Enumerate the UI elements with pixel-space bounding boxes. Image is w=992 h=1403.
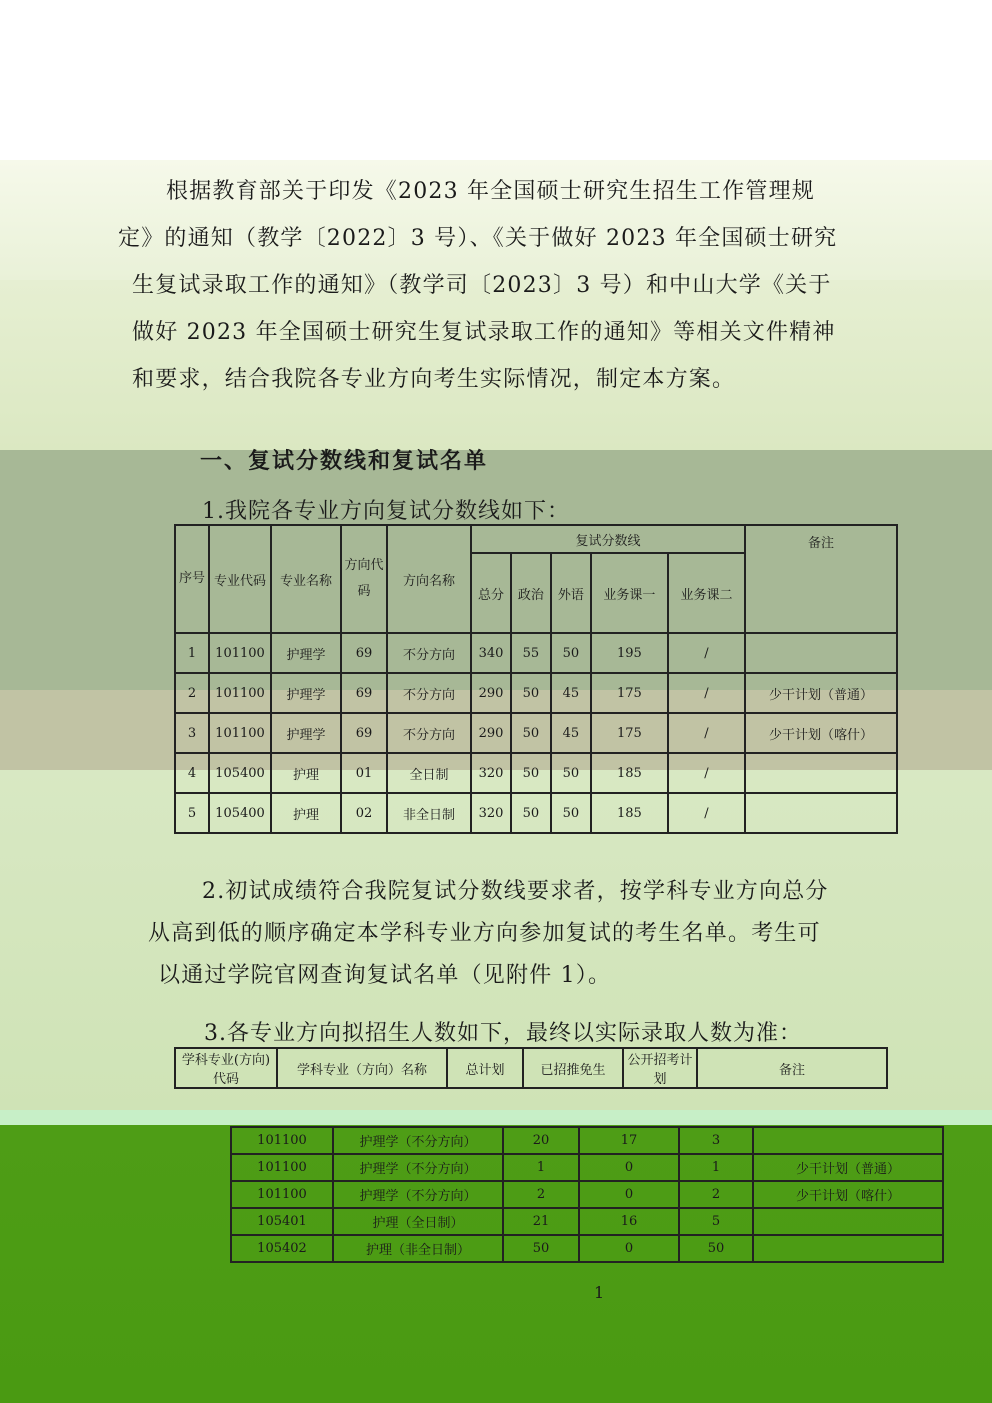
- cell: 护理学（不分方向）: [333, 1181, 503, 1208]
- cell: 50: [503, 1235, 579, 1262]
- item-3-text: 3.各专业方向拟招生人数如下，最终以实际录取人数为准：: [204, 1021, 802, 1046]
- cell: 195: [591, 633, 668, 673]
- cell: 105400: [209, 753, 271, 793]
- table-row: [231, 1208, 943, 1235]
- cell: 0: [579, 1235, 679, 1262]
- cell: 105402: [231, 1235, 333, 1262]
- header-dir-code: 方向代码: [341, 525, 387, 633]
- header-seq: 序号: [175, 525, 209, 633]
- cell: 101100: [209, 713, 271, 753]
- header-note: 备注: [697, 1048, 887, 1088]
- intro-line: 定》的通知（教学〔2022〕3 号）、《关于做好 2023 年全国硕士研究: [118, 226, 838, 251]
- cell: 4: [175, 753, 209, 793]
- cell: 护理学（不分方向）: [333, 1154, 503, 1181]
- cell: 1: [503, 1154, 579, 1181]
- cell: 101100: [231, 1127, 333, 1154]
- section-heading: 一、复试分数线和复试名单: [200, 448, 489, 474]
- item-2-paragraph: [148, 871, 829, 997]
- cell: 2: [679, 1181, 753, 1208]
- cell: 不分方向: [387, 673, 471, 713]
- table-row: [175, 753, 897, 793]
- cell: 5: [679, 1208, 753, 1235]
- cell: 101100: [209, 673, 271, 713]
- cell: 105401: [231, 1208, 333, 1235]
- intro-line: 和要求，结合我院各专业方向考生实际情况，制定本方案。: [132, 367, 736, 392]
- cell: 3: [175, 713, 209, 753]
- cell: [753, 1235, 943, 1262]
- cell: 105400: [209, 793, 271, 833]
- cell: 01: [341, 753, 387, 793]
- cell: 320: [471, 753, 511, 793]
- cell: 101100: [231, 1154, 333, 1181]
- cell: 50: [679, 1235, 753, 1262]
- cell: [745, 633, 897, 673]
- item-1-text: 1.我院各专业方向复试分数线如下：: [202, 499, 570, 524]
- enrollment-table: [230, 1126, 944, 1263]
- cell: [753, 1208, 943, 1235]
- item-2-line: 2.初试成绩符合我院复试分数线要求者，按学科专业方向总分: [202, 879, 829, 904]
- cell: 少干计划（喀什）: [745, 713, 897, 753]
- cell: 50: [511, 673, 551, 713]
- cell: 1: [175, 633, 209, 673]
- cell: 175: [591, 713, 668, 753]
- score-line-table: [174, 524, 898, 834]
- cell: 17: [579, 1127, 679, 1154]
- cell: 16: [579, 1208, 679, 1235]
- header-public: 公开招考计划: [623, 1048, 697, 1088]
- cell: 1: [679, 1154, 753, 1181]
- cell: 290: [471, 713, 511, 753]
- enrollment-table-header: [174, 1047, 888, 1089]
- cell: 290: [471, 673, 511, 713]
- cell: 护理学: [271, 673, 341, 713]
- cell: 340: [471, 633, 511, 673]
- cell: 50: [551, 753, 591, 793]
- cell: 320: [471, 793, 511, 833]
- cell: 20: [503, 1127, 579, 1154]
- cell: 护理学（不分方向）: [333, 1127, 503, 1154]
- header-total: 总计划: [447, 1048, 523, 1088]
- cell: [753, 1127, 943, 1154]
- table-row: [175, 793, 897, 833]
- cell: 护理: [271, 753, 341, 793]
- table-row: [231, 1235, 943, 1262]
- cell: 护理学: [271, 633, 341, 673]
- page-number: 1: [594, 1283, 605, 1302]
- cell: 少干计划（普通）: [753, 1154, 943, 1181]
- cell: /: [668, 753, 745, 793]
- header-exempt: 已招推免生: [523, 1048, 623, 1088]
- header-note: 备注: [745, 525, 897, 633]
- table-row: [231, 1127, 943, 1154]
- cell: [745, 753, 897, 793]
- header-name: 学科专业（方向）名称: [277, 1048, 447, 1088]
- cell: 45: [551, 713, 591, 753]
- cell: 55: [511, 633, 551, 673]
- table-row: [175, 673, 897, 713]
- cell: 0: [579, 1154, 679, 1181]
- header-total: 总分: [471, 553, 511, 633]
- cell: 175: [591, 673, 668, 713]
- cell: 2: [503, 1181, 579, 1208]
- cell: 50: [511, 713, 551, 753]
- cell: 护理（非全日制）: [333, 1235, 503, 1262]
- header-course1: 业务课一: [591, 553, 668, 633]
- cell: 0: [579, 1181, 679, 1208]
- cell: 45: [551, 673, 591, 713]
- cell: /: [668, 793, 745, 833]
- cell: 全日制: [387, 753, 471, 793]
- cell: 185: [591, 793, 668, 833]
- table-row: [231, 1154, 943, 1181]
- cell: 护理（全日制）: [333, 1208, 503, 1235]
- cell: 101100: [231, 1181, 333, 1208]
- cell: 185: [591, 753, 668, 793]
- cell: /: [668, 673, 745, 713]
- cell: 非全日制: [387, 793, 471, 833]
- table-row: [231, 1181, 943, 1208]
- cell: 不分方向: [387, 633, 471, 673]
- cell: 101100: [209, 633, 271, 673]
- header-politics: 政治: [511, 553, 551, 633]
- header-dir-name: 方向名称: [387, 525, 471, 633]
- cell: 02: [341, 793, 387, 833]
- header-course2: 业务课二: [668, 553, 745, 633]
- cell: 少干计划（普通）: [745, 673, 897, 713]
- cell: 护理: [271, 793, 341, 833]
- cell: /: [668, 713, 745, 753]
- intro-line: 根据教育部关于印发《2023 年全国硕士研究生招生工作管理规: [166, 179, 815, 204]
- cell: /: [668, 633, 745, 673]
- cell: 50: [511, 753, 551, 793]
- cell: 69: [341, 713, 387, 753]
- cell: 50: [551, 633, 591, 673]
- cell: 3: [679, 1127, 753, 1154]
- cell: 50: [511, 793, 551, 833]
- cell: 21: [503, 1208, 579, 1235]
- cell: 少干计划（喀什）: [753, 1181, 943, 1208]
- cell: 69: [341, 633, 387, 673]
- header-score-group: 复试分数线: [471, 525, 745, 553]
- intro-paragraph: [112, 168, 837, 403]
- header-major-name: 专业名称: [271, 525, 341, 633]
- cell: 50: [551, 793, 591, 833]
- intro-line: 做好 2023 年全国硕士研究生复试录取工作的通知》等相关文件精神: [132, 320, 836, 345]
- table-row: [175, 713, 897, 753]
- cell: 不分方向: [387, 713, 471, 753]
- intro-line: 生复试录取工作的通知》（教学司〔2023〕3 号）和中山大学《关于: [132, 273, 832, 298]
- header-major-code: 专业代码: [209, 525, 271, 633]
- table-row: [175, 633, 897, 673]
- cell: 护理学: [271, 713, 341, 753]
- cell: 5: [175, 793, 209, 833]
- cell: 2: [175, 673, 209, 713]
- header-foreign: 外语: [551, 553, 591, 633]
- cell: 69: [341, 673, 387, 713]
- item-2-line: 从高到低的顺序确定本学科专业方向参加复试的考生名单。考生可: [148, 921, 821, 946]
- cell: [745, 793, 897, 833]
- item-2-line: 以通过学院官网查询复试名单（见附件 1）。: [158, 963, 612, 988]
- header-code: 学科专业(方向)代码: [175, 1048, 277, 1088]
